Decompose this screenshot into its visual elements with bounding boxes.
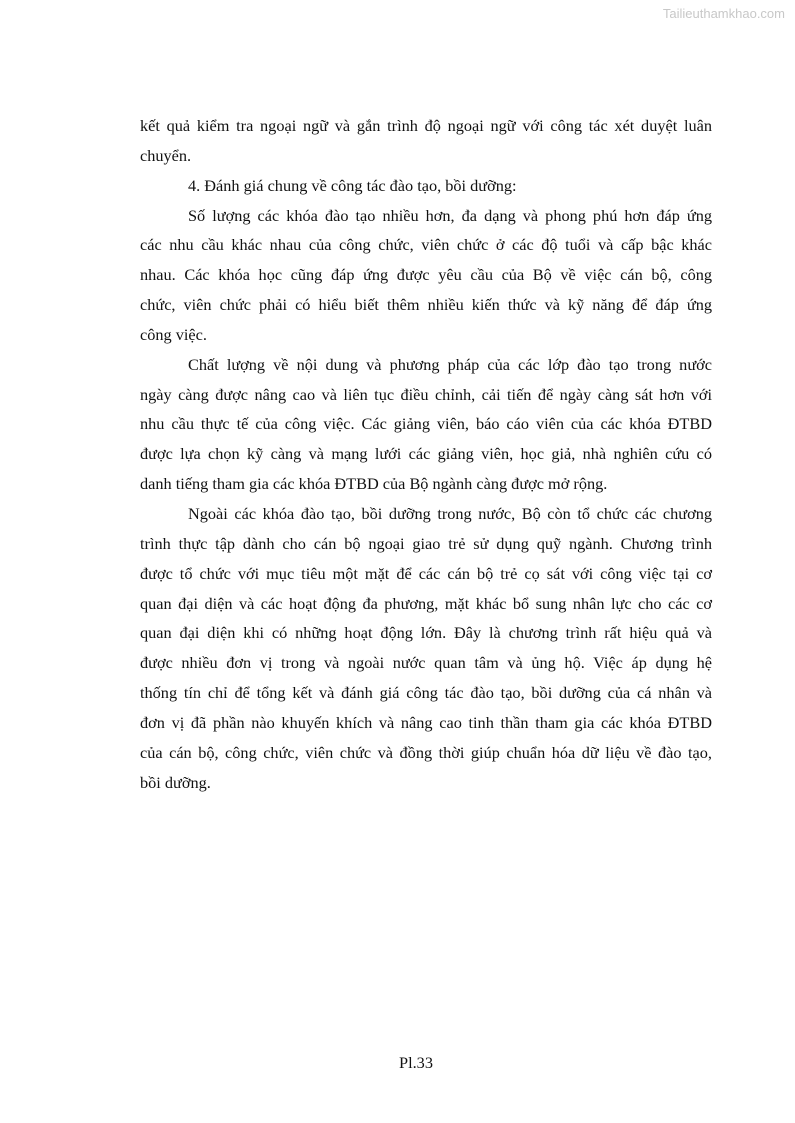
text-line: danh tiếng tham gia các khóa ĐTBD của Bộ ngành càng được mở rộng. (140, 474, 608, 494)
paragraph (140, 350, 712, 499)
text-line: nhu cầu thực tế của công việc. Các giảng viên, báo cáo viên của các khóa ĐTBD (140, 414, 712, 434)
text-line: bồi dưỡng. (140, 772, 211, 792)
text-line: được tổ chức với mục tiêu một mặt để các cán bộ trẻ cọ sát với công việc tại cơ (140, 563, 712, 583)
document-body (140, 111, 712, 797)
paragraph (140, 111, 712, 171)
paragraph (140, 201, 712, 350)
text-line: các nhu cầu khác nhau của công chức, viên chức ở các độ tuổi và cấp bậc khác (140, 235, 712, 255)
page-number: Pl.33 (399, 1053, 433, 1072)
text-line: được lựa chọn kỹ càng và mạng lưới các giảng viên, học giả, nhà nghiên cứu có (140, 444, 712, 464)
text-line: trình thực tập dành cho cán bộ ngoại giao trẻ sử dụng quỹ ngành. Chương trình (140, 533, 712, 553)
text-line: nhau. Các khóa học cũng đáp ứng được yêu cầu của Bộ về việc cán bộ, công (140, 265, 712, 285)
text-line: chuyển. (140, 145, 192, 165)
text-line: Ngoài các khóa đào tạo, bồi dưỡng trong nước, Bộ còn tổ chức các chương (188, 503, 712, 523)
text-line: 4. Đánh giá chung về công tác đào tạo, bồi dưỡng: (188, 175, 517, 195)
text-line: quan đại diện khi có những hoạt động lớn. Đây là chương trình rất hiệu quả và (140, 623, 712, 643)
text-line: Chất lượng về nội dung và phương pháp của các lớp đào tạo trong nước (188, 354, 712, 374)
text-line: ngày càng được nâng cao và liên tục điều chỉnh, cải tiến để ngày càng sát hơn với (140, 384, 712, 404)
text-line: Số lượng các khóa đào tạo nhiều hơn, đa dạng và phong phú hơn đáp ứng (188, 205, 712, 225)
text-line: quan đại diện và các hoạt động đa phương, mặt khác bổ sung nhân lực cho các cơ (140, 593, 712, 613)
text-line: công việc. (140, 324, 207, 344)
text-line: đơn vị đã phần nào khuyến khích và nâng cao tinh thần tham gia các khóa ĐTBD (140, 712, 712, 732)
text-line: chức, viên chức phải có hiểu biết thêm nhiều kiến thức và kỹ năng để đáp ứng (140, 295, 712, 315)
text-line: kết quả kiểm tra ngoại ngữ và gắn trình độ ngoại ngữ với công tác xét duyệt luân (140, 116, 712, 135)
text-line: thống tín chỉ để tổng kết và đánh giá công tác đào tạo, bồi dưỡng của cá nhân và (140, 683, 712, 703)
watermark: Tailieuthamkhao.com (662, 6, 785, 21)
section-heading (140, 171, 712, 201)
paragraph (140, 499, 712, 797)
text-line: được nhiều đơn vị trong và ngoài nước quan tâm và ủng hộ. Việc áp dụng hệ (140, 653, 712, 673)
text-line: của cán bộ, công chức, viên chức và đồng thời giúp chuẩn hóa dữ liệu về đào tạo, (140, 742, 712, 762)
